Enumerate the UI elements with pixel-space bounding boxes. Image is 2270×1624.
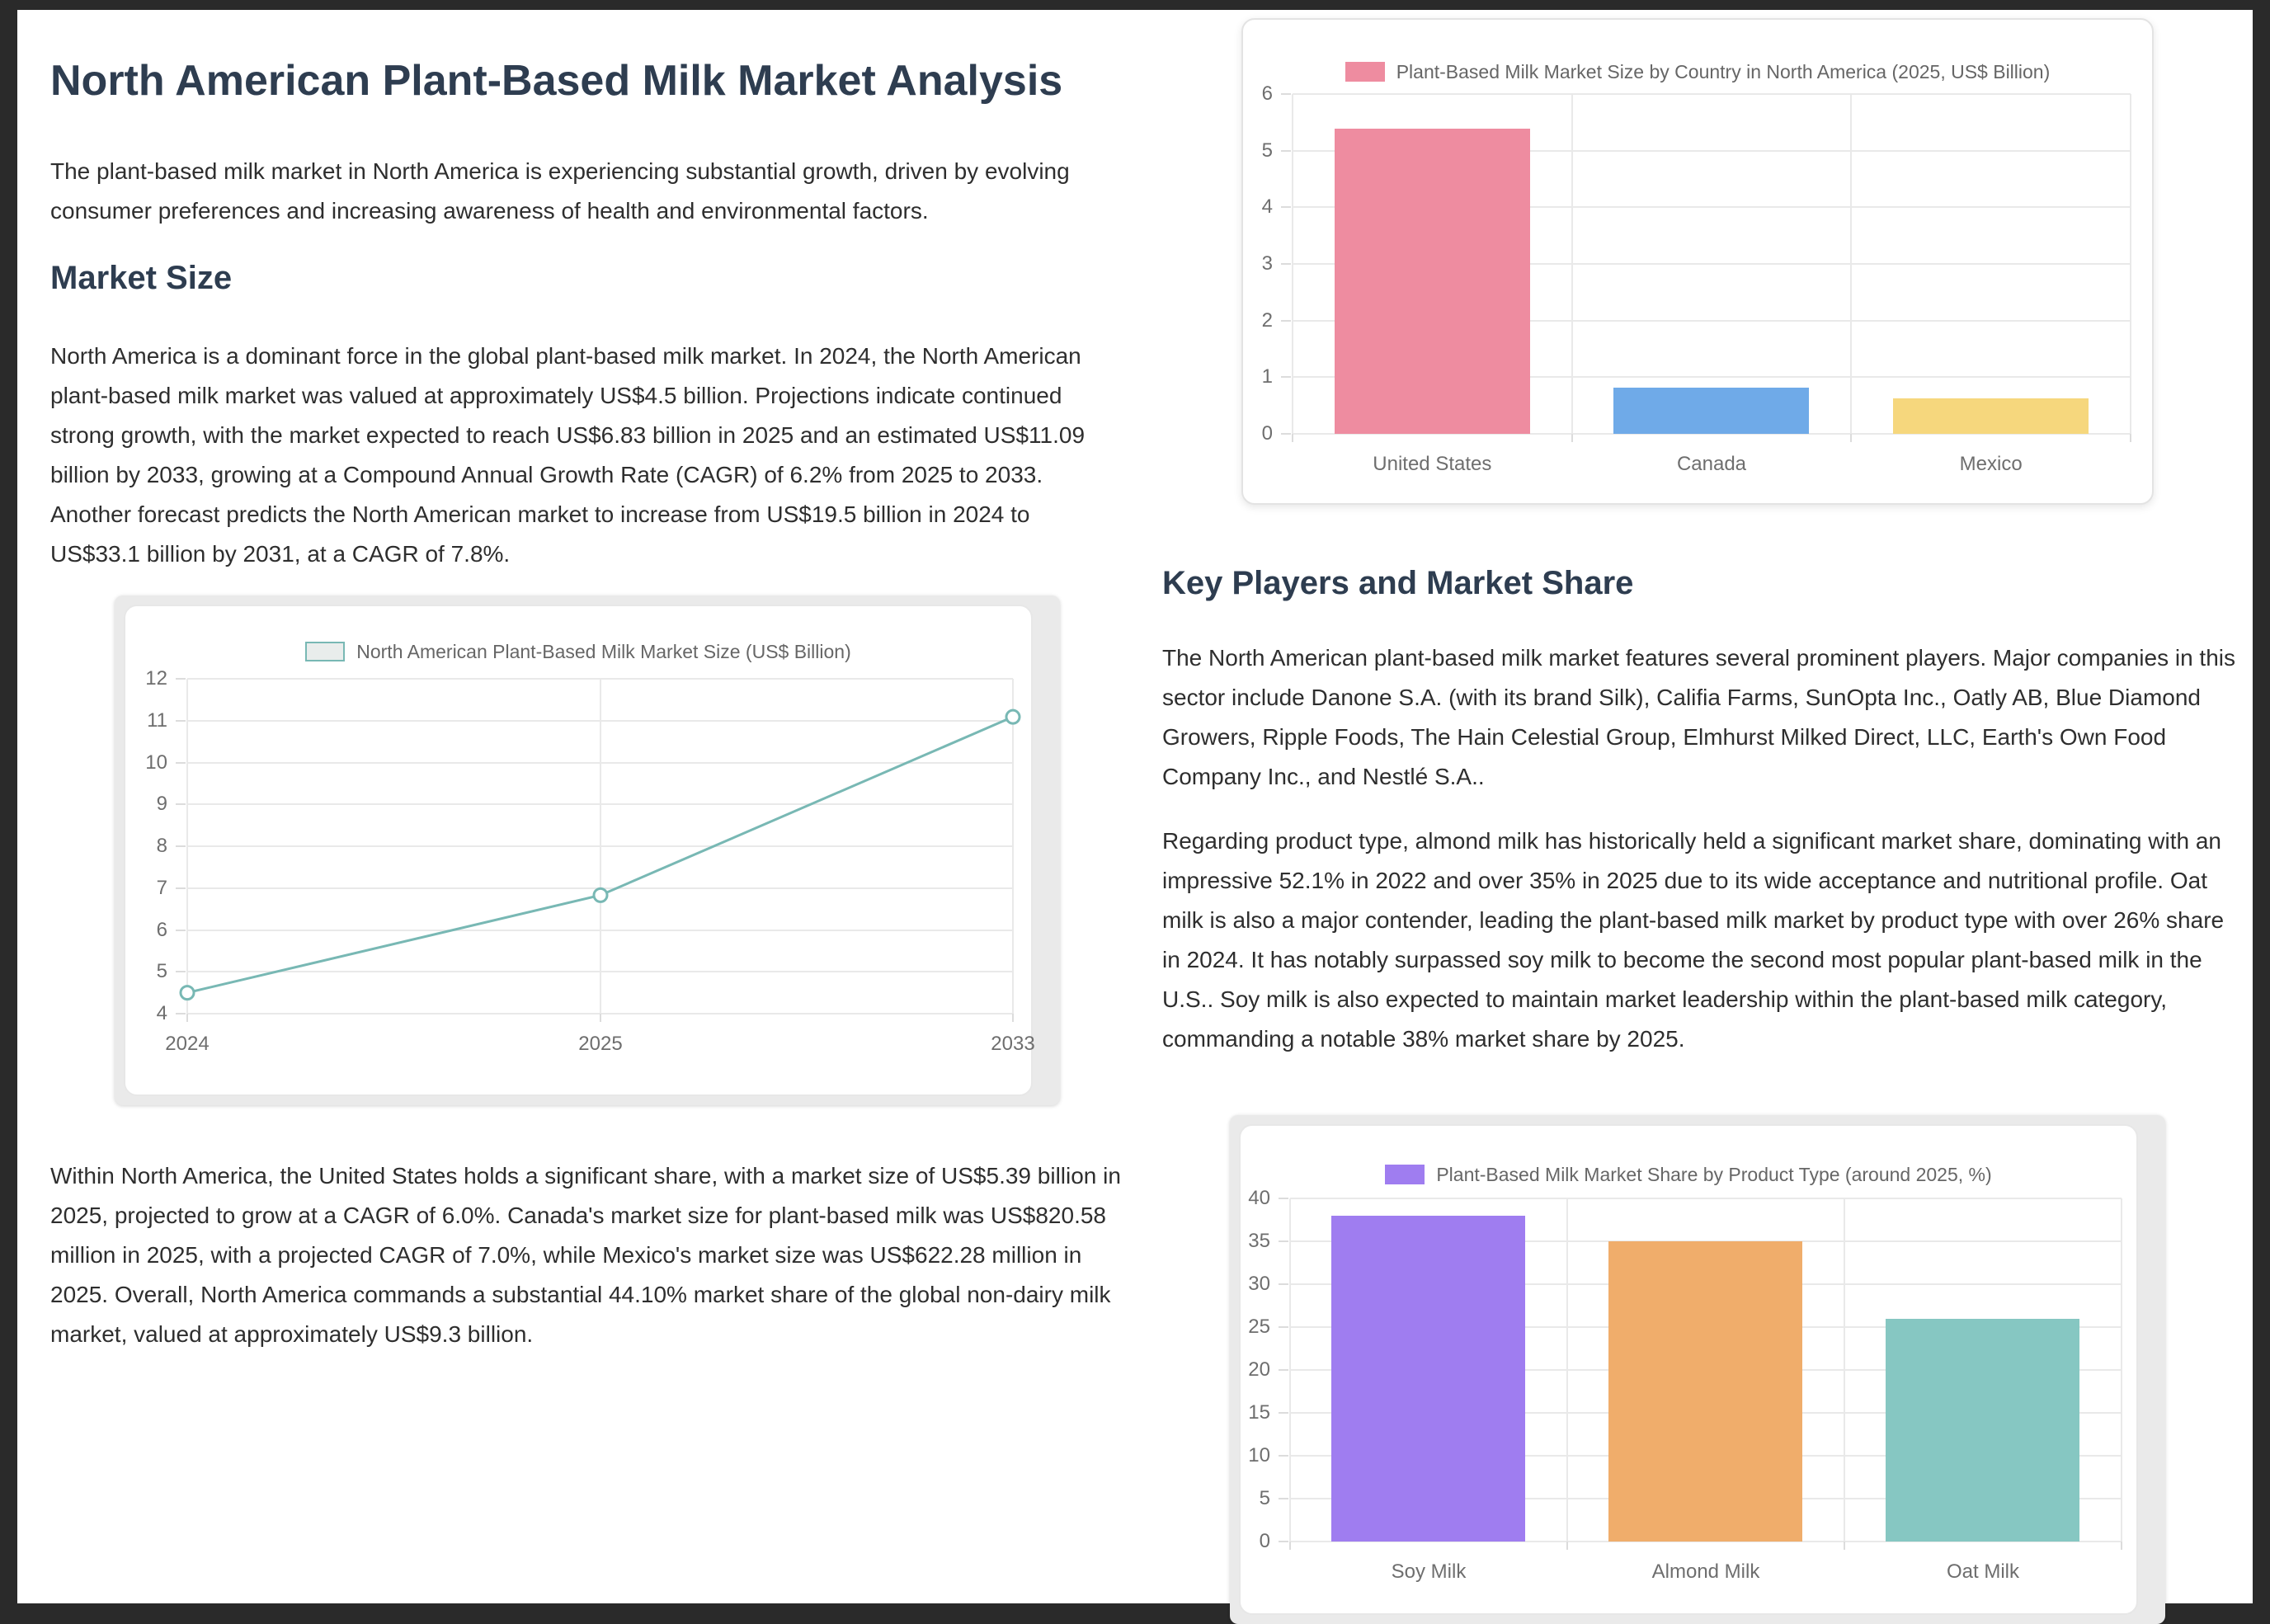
axis-tick [1289,1542,1291,1550]
y-axis-label: 10 [1248,1444,1270,1466]
axis-tick [1281,433,1291,435]
axis-tick [2130,434,2131,442]
data-point-marker [1006,710,1020,723]
y-axis-label: 35 [1248,1230,1270,1252]
axis-tick [600,1014,601,1022]
axis-tick [1279,1283,1288,1285]
axis-tick [1292,434,1293,442]
axis-tick [176,1013,186,1014]
y-axis-label: 1 [1261,365,1273,388]
legend-swatch [1345,62,1385,82]
report-card [17,10,2253,1603]
y-axis-label: 5 [156,960,167,982]
y-axis-label: 2 [1261,309,1273,332]
axis-tick [176,930,186,931]
axis-tick [1279,1369,1288,1371]
chart-legend-label: Plant-Based Milk Market Size by Country in North America (2025, US$ Billion) [1396,60,2051,82]
axis-tick [1281,263,1291,265]
y-axis-label: 11 [147,709,167,732]
chart-plot-area [187,679,1013,1014]
x-axis-label: Soy Milk [1391,1560,1467,1583]
y-axis-label: 20 [1248,1358,1270,1381]
y-axis-label: 0 [1261,422,1273,445]
product-share-chart-frame [1230,1115,2165,1624]
y-axis-label: 7 [156,877,167,899]
bar-united-states [1335,129,1530,434]
gridline [1292,94,1293,434]
chart-plot-area [1290,1198,2122,1542]
bar-almond-milk [1608,1241,1802,1542]
chart-legend [1241,1162,2136,1187]
axis-tick [176,971,186,972]
y-axis-label: 30 [1248,1273,1270,1295]
intro-paragraph: The plant-based milk market in North America is experiencing substantial growth, driven by evolving consumer preferences and increasing awareness of health and environmental factors. [50,158,1070,224]
key-players-paragraph-1: The North American plant-based milk market features several prominent players. Major companies in this sector include Danone S.A. (with its brand Silk), Califia Farms, SunOpta Inc., Oatly AB, Blue Diamond Growers, Ripple Foods, The Hain Celestial Group, Elmhurst Milked Direct, LLC, Earth's Own Food Company Inc., and Nestlé S.A.. [1162,645,2236,789]
x-axis-label: Oat Milk [1946,1560,2019,1583]
gridline [1844,1198,1845,1542]
chart-legend-label: North American Plant-Based Milk Market Size (US$ Billion) [356,640,851,662]
market-size-line-chart-frame [115,595,1060,1105]
legend-swatch [305,642,345,661]
gridline [1290,1198,2122,1199]
axis-tick [176,845,186,847]
right-column [1162,18,2236,1624]
key-players-heading: Key Players and Market Share [1162,565,1634,601]
x-axis-label: Canada [1676,453,1747,475]
market-size-line-chart [124,605,1033,1096]
page-title: North American Plant-Based Milk Market Analysis [50,57,1063,105]
gridline [1566,1198,1568,1542]
market-size-heading: Market Size [50,260,233,296]
axis-tick [1279,1412,1288,1414]
x-axis-label: 2024 [165,1033,210,1055]
gridline [1293,93,2131,95]
key-players-paragraph-2: Regarding product type, almond milk has historically held a significant market share, dominating with an impressive 52.1% in 2022 and over 35% in 2025 due to its wide acceptance and nutritional profile. Oat milk is also a major contender, leading the plant-based milk market by product type with over 26% share in 2024. It has notably surpassed soy milk to become the second most popular plant-based milk in the U.S.. Soy milk is also expected to maintain market leadership within the plant-based milk category, commanding a notable 38% market share by 2025. [1162,828,2225,1052]
x-axis-label: United States [1373,453,1492,475]
gridline [2130,94,2131,434]
x-axis-label: 2033 [991,1033,1035,1055]
x-axis-label: Mexico [1959,453,2023,475]
y-axis-label: 6 [1261,82,1273,105]
legend-swatch [1385,1165,1425,1184]
axis-tick [1279,1455,1288,1457]
y-axis-label: 6 [156,919,167,941]
axis-tick [1012,1014,1014,1022]
axis-tick [1279,1240,1288,1242]
axis-tick [1281,93,1291,95]
country-market-size-bar-chart [1241,18,2154,505]
y-axis-label: 4 [1261,195,1273,218]
market-size-paragraph-1: North America is a dominant force in the global plant-based milk market. In 2024, the North American plant-based milk market was valued at approximately US$4.5 billion. Projections indicate continued strong growth, with the market expected to reach US$6.83 billion in 2025 and an estimated US$11.09 billion by 2033, growing at a Compound Annual Growth Rate (CAGR) of 6.2% from 2025 to 2033. Another forecast predicts the North American market to increase from US$19.5 billion in 2024 to US$33.1 billion by 2031, at a CAGR of 7.8%. [50,343,1086,567]
y-axis-label: 40 [1248,1187,1270,1209]
x-axis-label: 2025 [578,1033,623,1055]
axis-tick [1281,376,1291,378]
chart-legend [125,639,1031,664]
y-axis-label: 25 [1248,1316,1270,1338]
axis-tick [176,678,186,680]
data-point-marker [181,986,194,1000]
axis-tick [1279,1541,1288,1542]
gridline [1571,94,1573,434]
y-axis-label: 4 [156,1002,167,1024]
product-share-bar-chart [1239,1124,2138,1615]
chart-legend [1243,59,2152,84]
y-axis-label: 15 [1248,1401,1270,1424]
bar-soy-milk [1331,1216,1525,1542]
axis-tick [186,1014,188,1022]
axis-tick [1281,320,1291,322]
y-axis-label: 10 [145,751,167,774]
chart-legend-label: Plant-Based Milk Market Share by Product Type (around 2025, %) [1436,1163,1992,1185]
axis-tick [1850,434,1852,442]
x-axis-label: Almond Milk [1651,1560,1760,1583]
y-axis-label: 5 [1261,139,1273,162]
line-series [187,679,1013,1014]
left-column [50,43,1123,1354]
bar-oat-milk [1886,1319,2079,1542]
axis-tick [1279,1326,1288,1328]
axis-tick [1571,434,1573,442]
axis-tick [1279,1198,1288,1199]
y-axis-label: 8 [156,835,167,857]
data-point-marker [594,888,607,901]
chart-plot-area [1293,94,2131,434]
bar-canada [1613,388,1809,434]
axis-tick [1566,1542,1568,1550]
gridline [1289,1198,1291,1542]
gridline [2121,1198,2122,1542]
axis-tick [1281,206,1291,208]
axis-tick [1844,1542,1845,1550]
gridline [1850,94,1852,434]
axis-tick [176,887,186,889]
y-axis-label: 12 [145,667,167,690]
axis-tick [176,803,186,805]
axis-tick [176,720,186,722]
bar-mexico [1893,398,2089,434]
market-size-paragraph-2: Within North America, the United States holds a significant share, with a market size of US$5.39 billion in 2025, projected to grow at a CAGR of 6.0%. Canada's market size for plant-based milk was US$820.58 million in 2025, with a projected CAGR of 7.0%, while Mexico's market size was US$622.28 million in 2025. Overall, North America commands a substantial 44.10% market share of the global non-dairy milk market, valued at approximately US$9.3 billion. [50,1163,1121,1347]
y-axis-label: 3 [1261,252,1273,275]
y-axis-label: 0 [1259,1530,1270,1552]
axis-tick [1281,150,1291,152]
axis-tick [2121,1542,2122,1550]
axis-tick [176,762,186,764]
y-axis-label: 5 [1259,1487,1270,1509]
axis-tick [1279,1498,1288,1499]
y-axis-label: 9 [156,793,167,815]
